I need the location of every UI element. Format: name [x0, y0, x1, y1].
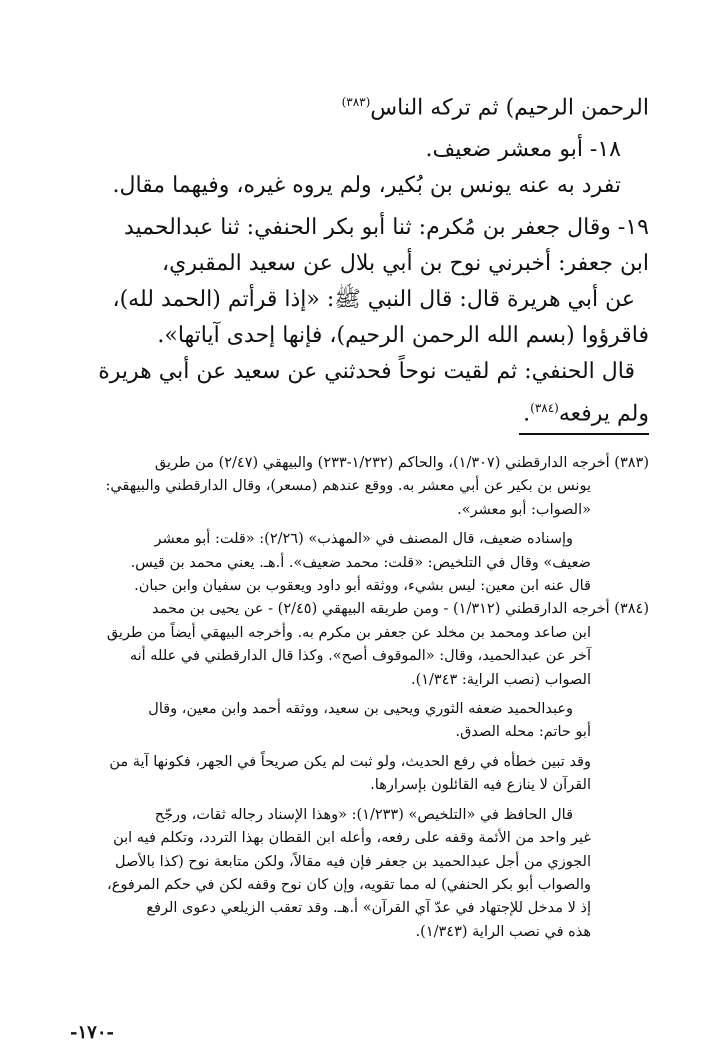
footnote-383-line-6: قال عنه ابن معين: ليس بشيء، ووثقه أبو داود ويعقوب بن سفيان وابن حبان.: [134, 578, 591, 595]
footnote-384-line-6: أبو حاتم: محله الصدق.: [455, 724, 591, 741]
footnote-384-line-9: قال الحافظ في «التلخيص» (١/٢٣٣): «وهذا الإسناد رجاله ثقات، ورجّح: [154, 806, 573, 823]
footnote-383-line-1: (٣٨٣) أخرجه الدارقطني (١/٣٠٧)، والحاكم (١/٢٣٢-٢٣٣) والبيهقي (٢/٤٧) من طريق: [154, 455, 649, 471]
footnote-384-line-7: وقد تبين خطأه في رفع الحديث، ولو ثبت لم يكن صريحاً في الجهر، فكونها آية من: [109, 753, 591, 770]
footnote-384-line-4: الصواب (نصب الراية: ١/٣٤٣).: [410, 671, 591, 688]
footnote-383-line-5: ضعيف» وقال في التلخيص: «قلت: محمد ضعيف». أ.هـ. يعني محمد بن قيس.: [130, 554, 591, 571]
main-line-8: قال الحنفي: ثم لقيت نوحاً فحدثني عن سعيد عن أبي هريرة: [98, 359, 635, 385]
footnote-384-line-8: القرآن لا ينازع فيه القائلون بإسرارها.: [370, 777, 591, 794]
footnote-384-line-3: آخر عن عبدالحميد، وقال: «الموقوف أصح». وكذا قال الدارقطني في علله أنه: [129, 648, 591, 665]
footnote-384-line-13: إذ لا مدخل للإجتهاد في عدّ آي القرآن» أ.هـ. وقد تعقب الزيلعي دعوى الرفع: [146, 900, 591, 917]
footnote-383-line-3: «الصواب: أبو معشر».: [457, 501, 591, 518]
main-line-7: فاقرؤوا (بسم الله الرحمن الرحيم)، فإنها إحدى آياتها».: [157, 323, 649, 349]
main-line-2: ١٨- أبو معشر ضعيف.: [425, 137, 621, 163]
page-number: -١٧٠-: [70, 1022, 114, 1043]
main-text: [70, 84, 649, 433]
footnote-384-line-5: وعبدالحميد ضعفه الثوري ويحيى بن سعيد، ووثقه أحمد وابن معين، وقال: [148, 701, 573, 718]
main-line-4: ١٩- وقال جعفر بن مُكرم: ثنا أبو بكر الحنفي: ثنا عبدالحميد: [124, 215, 649, 241]
footnote-384-line-10: غير واحد من الأئمة وقفه على رفعه، وأعله ابن القطان بهذا التردد، وتكلم فيه ابن: [113, 830, 591, 847]
footnote-separator: [519, 433, 649, 435]
footnote-383-line-4: وإسناده ضعيف، قال المصنف في «المهذب» (٢/٢٦): «قلت: أبو معشر: [154, 531, 573, 548]
footnote-384-line-2: ابن صاعد ومحمد بن مخلد عن جعفر بن مكرم به. وأخرجه البيهقي أيضاً من طريق: [106, 624, 591, 641]
footnote-384-line-1: (٣٨٤) أخرجه الدارقطني (١/٣١٢) - ومن طريقه البيهقي (٢/٤٥) - عن يحيى بن محمد: [152, 601, 649, 618]
footnotes: [70, 452, 649, 944]
footnote-ref-384: (٣٨٤): [530, 401, 559, 416]
footnote-384-line-11: الجوزي من أجل عبدالحميد بن جعفر فإن فيه مقالاً، ولكن متابعة نوح (كذا بالأصل: [114, 853, 591, 870]
footnote-ref-383: (٣٨٣): [341, 95, 371, 109]
footnote-383-line-2: يونس بن بكير عن أبي معشر به. ووقع عندهم (مسعر)، وقال الدارقطني والبيهقي:: [105, 478, 591, 495]
footnote-384-line-14: هذه في نصب الراية (١/٣٤٣).: [415, 923, 591, 940]
main-line-9: ولم يرفعه$^{(٣٨٤)}$.: [523, 401, 649, 427]
main-line-1: الرحمن الرحيم) ثم تركه الناس$^{(٣٨٣)}$: [341, 95, 649, 121]
main-line-5: ابن جعفر: أخبرني نوح بن أبي بلال عن سعيد المقبري،: [162, 251, 649, 277]
main-line-6: عن أبي هريرة قال: قال النبي ﷺ: «إذا قرأتم (الحمد لله)،: [112, 287, 635, 313]
footnote-384-line-12: والصواب أبو بكر الحنفي) له مما تقويه، وإن كان نوح وقفه لكن في حكم المرفوع،: [107, 876, 591, 893]
main-line-3: تفرد به عنه يونس بن بُكير، ولم يروه غيره، وفيهما مقال.: [112, 173, 621, 199]
